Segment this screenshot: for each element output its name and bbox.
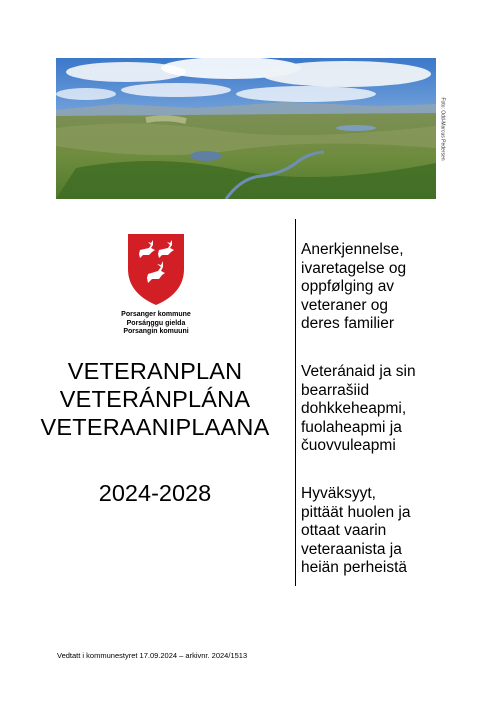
adoption-note: Vedtatt i kommunestyret 17.09.2024 – arkivnr. 2024/1513 bbox=[57, 651, 248, 660]
subtitle-line: Anerkjennelse, bbox=[301, 241, 404, 258]
document-title bbox=[30, 357, 280, 441]
municipality-names bbox=[90, 311, 222, 337]
subtitle-line: ottaat vaarin bbox=[301, 522, 387, 540]
subtitle-line: dohkkeheapmi, bbox=[301, 400, 407, 418]
subtitle-fi bbox=[301, 485, 481, 578]
subtitle-no bbox=[301, 241, 481, 334]
plan-period: 2024-2028 bbox=[98, 480, 212, 506]
subtitle-line: heiän perheistä bbox=[301, 559, 407, 577]
subtitle-line: veteraanista ja bbox=[301, 540, 402, 558]
title-se: VETERÁNPLÁNA bbox=[59, 386, 251, 412]
subtitle-line: fuolaheapmi ja bbox=[301, 418, 402, 436]
subtitle-line: bearrašiid bbox=[301, 381, 370, 399]
municipality-name-no: Porsanger kommune bbox=[121, 311, 191, 318]
subtitle-line: Veteránaid ja sin bbox=[301, 363, 416, 380]
landscape-photo bbox=[56, 58, 436, 199]
vertical-divider bbox=[295, 219, 296, 586]
subtitle-line: oppfølging av bbox=[301, 278, 395, 296]
cover-photo bbox=[56, 58, 436, 199]
subtitle-line: Hyväksyyt, bbox=[301, 485, 376, 502]
municipality-name-se: Porsáŋggu gielda bbox=[126, 319, 186, 327]
photo-credit: Foto: Odd-Marcus Pedersen bbox=[440, 96, 446, 161]
municipality-crest-icon bbox=[127, 233, 185, 306]
subtitle-line: deres familier bbox=[301, 315, 395, 333]
title-no: VETERANPLAN bbox=[67, 358, 243, 384]
subtitle-line: veteraner og bbox=[301, 296, 389, 314]
title-fi: VETERAANIPLAANA bbox=[40, 414, 270, 440]
subtitle-line: ivaretagelse og bbox=[301, 259, 407, 277]
municipality-name-fi: Porsangin komuuni bbox=[123, 328, 189, 335]
subtitle-se bbox=[301, 363, 481, 456]
subtitle-line: pittäät huolen ja bbox=[301, 503, 411, 521]
subtitle-line: čuovvuleapmi bbox=[301, 437, 396, 455]
